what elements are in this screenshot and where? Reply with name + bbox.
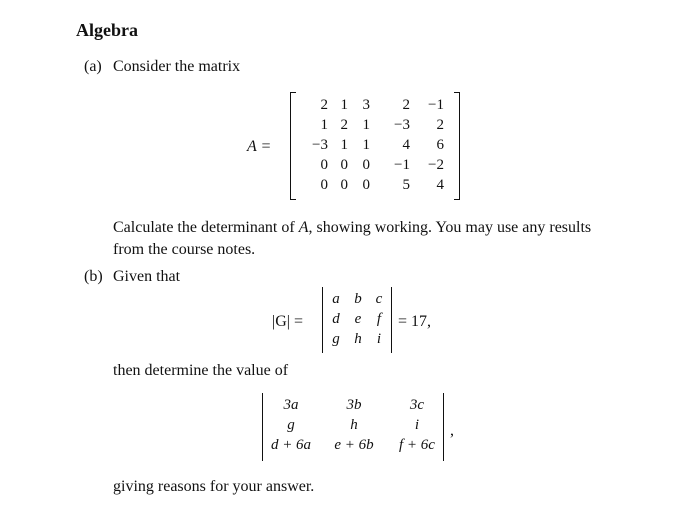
part-a-intro: Consider the matrix bbox=[113, 58, 241, 75]
matrix-a-cell: 2 bbox=[436, 117, 444, 133]
matrix-a-row bbox=[300, 175, 444, 195]
target-cell: 3b bbox=[346, 397, 362, 413]
matrix-a-cell: −2 bbox=[428, 157, 444, 173]
target-right-bar bbox=[443, 393, 444, 461]
matrix-a-cell: 0 bbox=[362, 177, 370, 193]
det-g-cell: b bbox=[354, 291, 362, 307]
instruction-var: A bbox=[298, 219, 309, 236]
matrix-a-row bbox=[300, 115, 444, 135]
det-g-cell: f bbox=[376, 311, 382, 327]
det-g-cell: g bbox=[332, 331, 340, 347]
matrix-a bbox=[290, 92, 460, 200]
part-a-label: (a) bbox=[84, 58, 102, 75]
matrix-a-cell: 1 bbox=[362, 117, 370, 133]
det-g-cell: e bbox=[354, 311, 362, 327]
det-right-bar bbox=[391, 287, 392, 353]
matrix-a-cell: 2 bbox=[320, 97, 328, 113]
matrix-a-cell: 1 bbox=[340, 137, 348, 153]
part-a-instruction bbox=[113, 217, 613, 261]
matrix-a-cell: 4 bbox=[402, 137, 410, 153]
det-g-row bbox=[325, 329, 389, 349]
section-title: Algebra bbox=[76, 20, 138, 40]
target-row bbox=[265, 435, 443, 455]
target-cell: 3c bbox=[409, 397, 425, 413]
target-grid bbox=[265, 395, 443, 455]
matrix-a-cell: 3 bbox=[362, 97, 370, 113]
matrix-a-cell: −3 bbox=[394, 117, 410, 133]
matrix-a-lhs: A = bbox=[247, 138, 272, 155]
instruction-text-2: , showing working. You may use any results from the course notes. bbox=[113, 219, 592, 258]
det-g-grid bbox=[325, 289, 389, 349]
target-punct: , bbox=[450, 422, 454, 439]
instruction-text-1: Calculate the determinant of bbox=[113, 219, 299, 236]
matrix-a-cell: −3 bbox=[312, 137, 328, 153]
matrix-a-cell: 4 bbox=[436, 177, 444, 193]
det-g-row bbox=[325, 289, 389, 309]
det-g-cell: i bbox=[376, 331, 382, 347]
det-g-cell: c bbox=[375, 291, 383, 307]
matrix-a-cell: 0 bbox=[320, 177, 328, 193]
target-cell: g bbox=[287, 417, 295, 433]
part-b-intro: Given that bbox=[113, 268, 181, 285]
det-g-cell: d bbox=[332, 311, 340, 327]
target-row bbox=[265, 415, 443, 435]
matrix-right-bracket bbox=[454, 92, 460, 200]
matrix-a-cell: 2 bbox=[402, 97, 410, 113]
target-row bbox=[265, 395, 443, 415]
matrix-a-cell: 1 bbox=[340, 97, 348, 113]
matrix-a-cell: −1 bbox=[394, 157, 410, 173]
matrix-a-grid bbox=[300, 95, 444, 195]
part-b-label: (b) bbox=[84, 268, 103, 285]
matrix-a-cell: 0 bbox=[320, 157, 328, 173]
matrix-a-row bbox=[300, 135, 444, 155]
det-g-cell: a bbox=[332, 291, 340, 307]
det-g-rhs: = 17, bbox=[398, 313, 432, 330]
det-g-row bbox=[325, 309, 389, 329]
det-g-cell: h bbox=[354, 331, 362, 347]
target-cell: i bbox=[414, 417, 420, 433]
matrix-a-cell: −1 bbox=[428, 97, 444, 113]
matrix-a-cell: 2 bbox=[340, 117, 348, 133]
matrix-a-cell: 0 bbox=[340, 157, 348, 173]
matrix-a-cell: 1 bbox=[320, 117, 328, 133]
target-cell: f + 6c bbox=[399, 437, 435, 453]
matrix-a-cell: 6 bbox=[436, 137, 444, 153]
then-text: then determine the value of bbox=[113, 362, 289, 379]
matrix-a-row bbox=[300, 95, 444, 115]
det-g bbox=[322, 287, 392, 353]
target-left-bar bbox=[262, 393, 263, 461]
target-cell: 3a bbox=[283, 397, 299, 413]
target-det bbox=[262, 393, 444, 461]
closing-text: giving reasons for your answer. bbox=[113, 478, 315, 495]
matrix-a-cell: 0 bbox=[340, 177, 348, 193]
target-cell: h bbox=[350, 417, 358, 433]
matrix-left-bracket bbox=[290, 92, 296, 200]
matrix-a-cell: 5 bbox=[402, 177, 410, 193]
target-cell: e + 6b bbox=[334, 437, 374, 453]
matrix-a-cell: 0 bbox=[362, 157, 370, 173]
target-cell: d + 6a bbox=[270, 437, 312, 453]
det-left-bar bbox=[322, 287, 323, 353]
det-g-lhs: |G| = bbox=[272, 313, 303, 330]
matrix-a-cell: 1 bbox=[362, 137, 370, 153]
matrix-a-row bbox=[300, 155, 444, 175]
